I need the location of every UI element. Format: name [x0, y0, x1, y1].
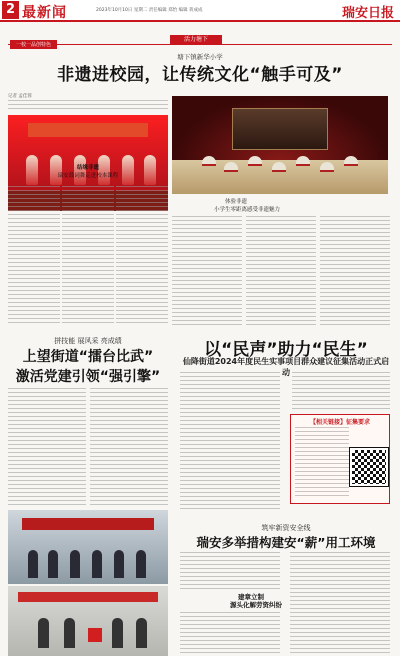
- page-number: 2: [2, 1, 19, 19]
- person-figure: [70, 550, 80, 578]
- photo-caption-sub: 瑞安鼓词舞走进校本课程: [57, 173, 119, 179]
- person-figure: [112, 618, 123, 648]
- person-figure: [48, 550, 58, 578]
- person-figure: [28, 550, 38, 578]
- fan-prop: [202, 156, 216, 166]
- fan-prop: [296, 156, 310, 166]
- section-tag: 活力塘下: [170, 35, 222, 45]
- story4-subhead-a: 建章立制: [238, 593, 264, 601]
- column-label: 一校一品创特色: [10, 40, 57, 49]
- story4-kicker: 筑牢新资安全线: [261, 524, 311, 532]
- photo-caption-title: 结缘非遗: [76, 165, 99, 171]
- fan-prop: [248, 156, 262, 166]
- story2-text-col2: [90, 388, 168, 506]
- story4-text-col3: [180, 612, 280, 656]
- story1-text-col3: [116, 186, 168, 326]
- story1-text-col4: [172, 216, 242, 326]
- person-figure: [114, 550, 124, 578]
- masthead-logo: 瑞安日报: [341, 6, 394, 21]
- photo2-caption-sub: 小学生零距离感受非遗魅力: [214, 207, 281, 213]
- page-header: [0, 0, 400, 22]
- story4-subhead-b: 源头化解劳资纠纷: [230, 601, 282, 609]
- story3-text-col1: [180, 372, 280, 512]
- story1-byline: 记者 孟佳蓉: [8, 94, 32, 99]
- story3-headline: 以“民声”助力“民生”: [204, 340, 368, 360]
- story2-headline-line1: 上望街道“擂台比武”: [22, 349, 154, 365]
- story3-text-col2: [292, 372, 390, 410]
- stage-screen: [232, 108, 328, 150]
- qr-code: [350, 448, 388, 486]
- person-figure: [136, 618, 147, 648]
- photo2-caption-title: 体验非遗: [225, 199, 248, 205]
- story4-text-col1: [180, 552, 280, 590]
- story1-text-col1: [8, 186, 60, 326]
- section-title: 最新闻: [22, 5, 67, 21]
- story1-lead-text: [8, 100, 168, 112]
- meeting-banner: [22, 518, 154, 530]
- story1-kicker: 塘下镇新华小学: [177, 53, 223, 61]
- story1-text-col5: [246, 216, 316, 326]
- fan-prop: [224, 162, 238, 172]
- person-figure: [38, 618, 49, 648]
- person-figure: [64, 618, 75, 648]
- story3-deck: 仙降街道2024年度民生实事项目群众建议征集活动正式启动: [182, 357, 390, 377]
- fan-prop: [272, 162, 286, 172]
- story2-kicker: 拼技能 展风采 亮成绩: [54, 337, 122, 345]
- story2-headline-line2: 激活党建引领“强引擎”: [15, 369, 161, 385]
- meeting-photo: [8, 510, 168, 584]
- fan-prop: [344, 156, 358, 166]
- dateline: 2023年10月10日 星期二 责任编辑 郑怡 编辑 蒋成成: [96, 8, 203, 13]
- person-figure: [92, 550, 102, 578]
- event-banner: [18, 592, 158, 602]
- labor-photo: [8, 586, 168, 656]
- story1-text-col6: [320, 216, 390, 326]
- person-figure: [136, 550, 146, 578]
- related-info-text: [295, 427, 349, 499]
- related-info-title: 【相关链接】征集要求: [309, 419, 370, 426]
- fan-prop: [320, 162, 334, 172]
- story1-text-col2: [62, 186, 114, 326]
- story1-headline: 非遗进校园，让传统文化“触手可及”: [57, 65, 343, 85]
- story4-text-col2: [290, 552, 390, 656]
- performance-photo: [172, 96, 388, 194]
- flag: [88, 628, 102, 642]
- stage-banner: [28, 123, 148, 137]
- story2-text-col1: [8, 388, 86, 506]
- story4-headline: 瑞安多举措构建安“薪”用工环境: [196, 535, 376, 550]
